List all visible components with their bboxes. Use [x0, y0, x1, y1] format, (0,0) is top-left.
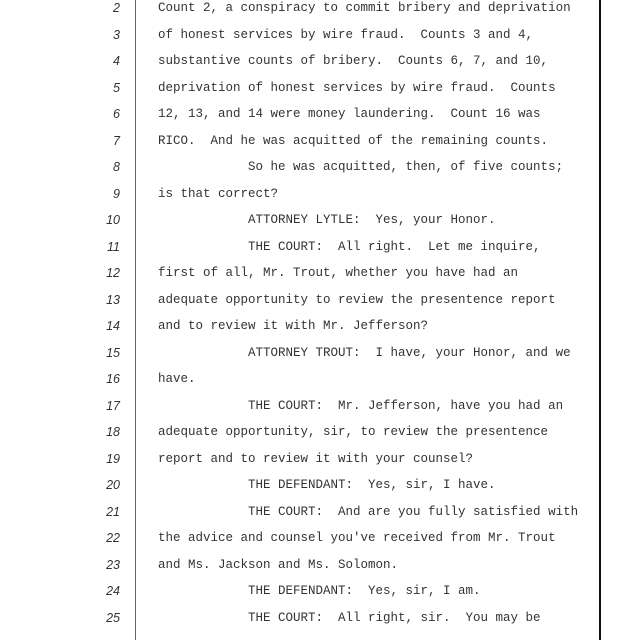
line-number: 4 — [113, 54, 120, 68]
transcript-line — [0, 0, 640, 21]
line-number: 7 — [113, 133, 120, 148]
transcript-line — [0, 525, 640, 551]
line-text: RICO. And he was acquitted of the remaining counts. — [158, 133, 549, 148]
line-text: is that correct? — [158, 186, 279, 201]
line-number: 16 — [106, 372, 120, 386]
transcript-line — [0, 260, 640, 286]
transcript-line — [0, 499, 640, 525]
line-number: 14 — [106, 319, 120, 333]
line-number: 17 — [106, 398, 120, 413]
transcript-line — [0, 605, 640, 631]
transcript-line — [0, 340, 640, 366]
transcript-line — [0, 181, 640, 207]
line-text: THE COURT: All right, sir. You may be — [158, 610, 541, 625]
transcript-line — [0, 207, 640, 233]
transcript-line — [0, 578, 640, 604]
transcript-line — [0, 101, 640, 127]
transcript-line — [0, 472, 640, 498]
line-text: and to review it with Mr. Jefferson? — [158, 319, 429, 333]
line-text: 12, 13, and 14 were money laundering. Count 16 was — [158, 107, 541, 121]
line-text: THE COURT: And are you fully satisfied with — [158, 504, 579, 519]
line-number: 13 — [106, 292, 120, 307]
line-text: and Ms. Jackson and Ms. Solomon. — [158, 557, 399, 572]
transcript-line — [0, 154, 640, 180]
transcript-line — [0, 419, 640, 445]
line-number: 10 — [106, 213, 120, 227]
line-number: 22 — [106, 531, 120, 545]
transcript-line — [0, 128, 640, 154]
line-number: 3 — [113, 27, 120, 42]
line-text: THE DEFENDANT: Yes, sir, I have. — [158, 478, 496, 492]
line-number: 6 — [113, 107, 120, 121]
line-text: THE COURT: Mr. Jefferson, have you had an — [158, 398, 564, 413]
line-text: the advice and counsel you've received from Mr. Trout — [158, 531, 556, 545]
transcript-line — [0, 287, 640, 313]
line-number: 12 — [106, 266, 120, 280]
line-text: ATTORNEY LYTLE: Yes, your Honor. — [158, 213, 496, 227]
line-number: 2 — [113, 1, 120, 15]
line-text: report and to review it with your counsel? — [158, 451, 474, 466]
line-text: So he was acquitted, then, of five counts; — [158, 160, 564, 174]
line-text: adequate opportunity, sir, to review the presentence — [158, 425, 549, 439]
line-text: have. — [158, 372, 196, 386]
transcript-line — [0, 552, 640, 578]
transcript-line — [0, 234, 640, 260]
line-number: 9 — [113, 186, 120, 201]
transcript-line — [0, 366, 640, 392]
transcript-line — [0, 446, 640, 472]
line-number: 23 — [106, 557, 120, 572]
line-number: 18 — [106, 425, 120, 439]
line-text: deprivation of honest services by wire fraud. Counts — [158, 80, 556, 95]
line-number: 5 — [113, 80, 120, 95]
transcript-line — [0, 393, 640, 419]
line-text: first of all, Mr. Trout, whether you have had an — [158, 266, 519, 280]
transcript-line — [0, 75, 640, 101]
line-number: 19 — [106, 451, 120, 466]
line-text: substantive counts of bribery. Counts 6, 7, and 10, — [158, 54, 549, 68]
line-number: 24 — [106, 584, 120, 598]
line-number: 8 — [113, 160, 120, 174]
line-text: of honest services by wire fraud. Counts 3 and 4, — [158, 27, 534, 42]
line-text: ATTORNEY TROUT: I have, your Honor, and we — [158, 345, 571, 360]
line-text: Count 2, a conspiracy to commit bribery and deprivation — [158, 1, 571, 15]
line-number: 15 — [106, 345, 120, 360]
line-number: 20 — [106, 478, 120, 492]
line-number: 21 — [106, 504, 120, 519]
line-text: THE DEFENDANT: Yes, sir, I am. — [158, 584, 481, 598]
line-text: THE COURT: All right. Let me inquire, — [158, 239, 541, 254]
transcript-line — [0, 313, 640, 339]
transcript-line — [0, 22, 640, 48]
transcript-line — [0, 48, 640, 74]
line-text: adequate opportunity to review the presentence report — [158, 292, 556, 307]
line-number: 25 — [106, 610, 120, 625]
line-number: 11 — [107, 239, 120, 254]
